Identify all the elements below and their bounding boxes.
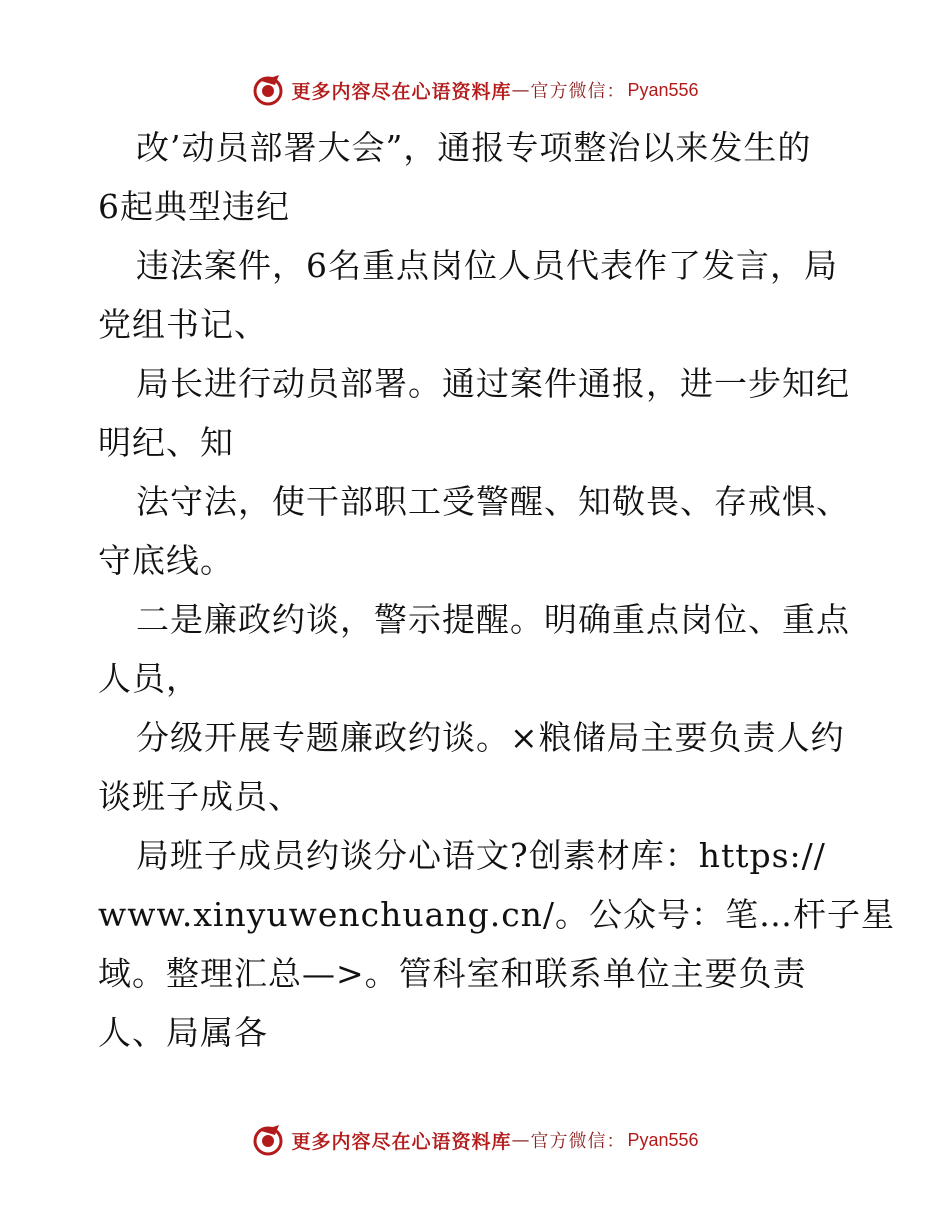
text-line: 分级开展专题廉政约谈。×粮储局主要负责人约 (136, 718, 845, 757)
banner-wechat-label: 官方微信： (530, 1131, 626, 1152)
header-banner (0, 70, 950, 110)
banner-slogan: 更多内容尽在心语资料库 (291, 80, 512, 103)
text-line: 法守法，使干部职工受警醒、知敬畏、存戒惧、 (136, 482, 850, 521)
text-line: 违法案件，6名重点岗位人员代表作了发言，局 (136, 246, 838, 285)
banner-dash: — (511, 79, 531, 101)
text-line: 6起典型违纪 (98, 187, 290, 226)
footer-banner (0, 1120, 950, 1160)
text-line: 域。整理汇总—>。管科室和联系单位主要负责 (98, 954, 807, 993)
text-line: www.xinyuwenchuang.cn/。公众号：笔…杆子星 (98, 895, 896, 934)
pen-logo-icon (251, 1123, 285, 1157)
text-line: 二是廉政约谈，警示提醒。明确重点岗位、重点 (136, 600, 850, 639)
text-line: 局班子成员约谈分心语文?创素材库：https:// (136, 836, 826, 875)
pen-logo-icon (251, 73, 285, 107)
text-line: 谈班子成员、 (98, 777, 302, 816)
banner-wechat-id: Pyan556 (627, 79, 699, 100)
banner-wechat-id: Pyan556 (627, 1129, 699, 1150)
document-body (98, 118, 896, 1062)
banner-slogan: 更多内容尽在心语资料库 (291, 1130, 512, 1153)
text-line: 明纪、知 (98, 423, 234, 462)
text-line: 人员， (98, 659, 200, 698)
text-line: 改’动员部署大会”，通报专项整治以来发生的 (136, 128, 812, 167)
banner-dash: — (511, 1129, 531, 1151)
text-line: 守底线。 (98, 541, 234, 580)
text-line: 党组书记、 (98, 305, 268, 344)
text-line: 人、局属各 (98, 1013, 268, 1052)
text-line: 局长进行动员部署。通过案件通报，进一步知纪 (136, 364, 850, 403)
banner-wechat-label: 官方微信： (530, 81, 626, 102)
